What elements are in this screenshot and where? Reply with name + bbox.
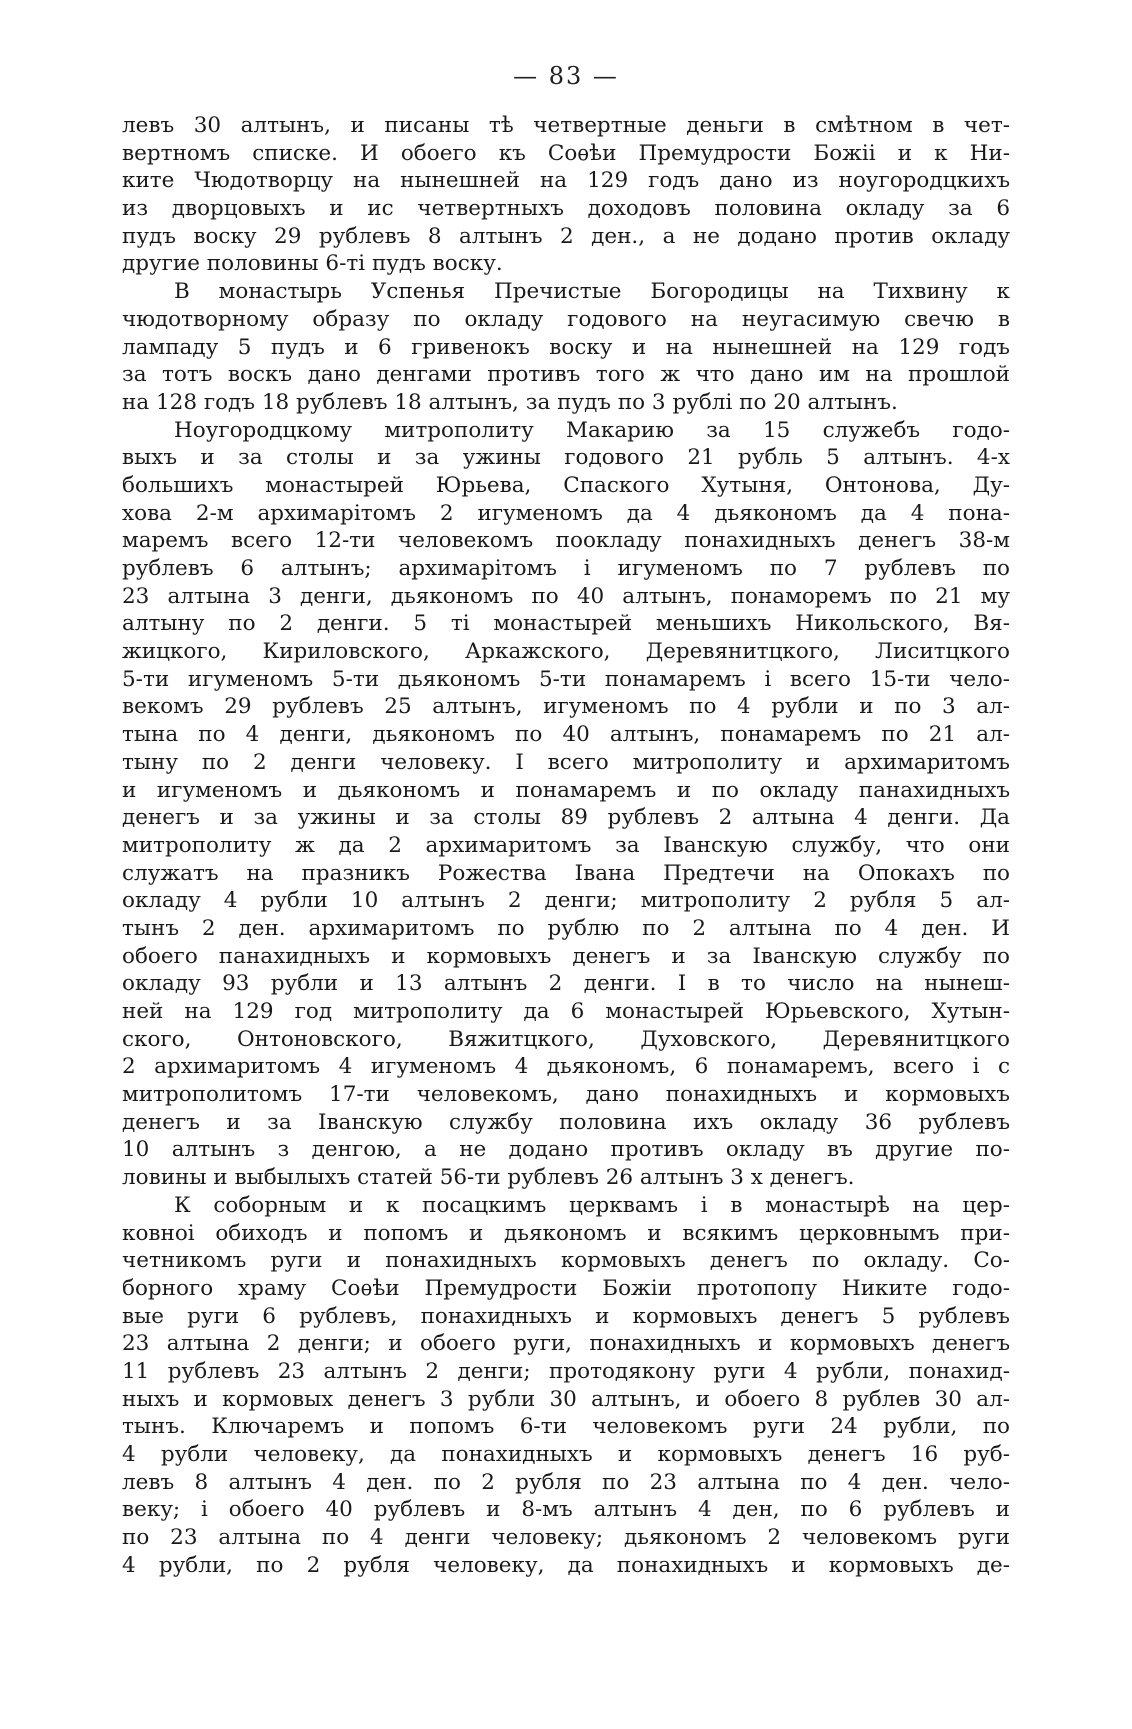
- text-line: ковноі обиходъ и попомъ и дьякономъ и всякимъ церковнымъ при-: [122, 1220, 1010, 1246]
- text-line: по 23 алтына по 4 денги человеку; дьякономъ 2 человекомъ руги: [122, 1525, 1010, 1551]
- text-line: выхъ и за столы и за ужины годового 21 рубль 5 алтынъ. 4-х: [122, 445, 1010, 471]
- text-line: 4 рубли человеку, да понахидныхъ и кормовыхъ денегъ 16 руб-: [122, 1442, 1010, 1467]
- text-line: алтыну по 2 денги. 5 ті монастырей меньшихъ Никольского, Вя-: [122, 611, 1010, 637]
- text-line: веку; і обоего 40 рублевъ и 8-мъ алтынъ 4 ден, по 6 рублевъ и: [122, 1497, 1010, 1523]
- text-line: ского, Онтоновского, Вяжитцкого, Духовского, Деревянитцкого: [122, 1026, 1010, 1052]
- text-line: В монастырь Успенья Пречистые Богородицы на Тихвину к: [174, 279, 1010, 305]
- text-body: [122, 112, 1010, 1579]
- text-line: за тотъ воскъ дано денгами противъ того ж что дано им на прошлой: [122, 362, 1010, 388]
- text-line: большихъ монастырей Юрьева, Спаского Хутыня, Онтонова, Ду-: [122, 472, 1010, 498]
- text-line: другие половины 6-ті пудъ воску.: [122, 251, 503, 277]
- page-number: — 83 —: [513, 62, 619, 90]
- text-line: на 128 годъ 18 рублевъ 18 алтынъ, за пудъ по 3 рублі по 20 алтынъ.: [122, 389, 898, 415]
- text-line: 11 рублевъ 23 алтынъ 2 денги; протодякону руги 4 рубли, понахид-: [122, 1358, 1010, 1384]
- text-line: 10 алтынъ з денгою, а не додано противъ окладу въ другие по-: [122, 1137, 1010, 1163]
- text-line: 4 рубли, по 2 рубля человеку, да понахидныхъ и кормовыхъ де-: [122, 1552, 1010, 1578]
- text-line: Ноугородцкому митрополиту Макарию за 15 служебъ годо-: [174, 417, 1010, 443]
- text-line: чюдотворному образу по окладу годового на неугасимую свечю в: [122, 306, 1010, 332]
- text-line: 2 архимаритомъ 4 игуменомъ 4 дьякономъ, 6 понамаремъ, всего і с: [122, 1054, 1010, 1080]
- text-line: тынъ 2 ден. архимаритомъ по рублю по 2 алтына по 4 ден. И: [122, 915, 1010, 941]
- text-line: обоего панахидныхъ и кормовыхъ денегъ и за Іванскую службу по: [122, 943, 1010, 969]
- text-line: ныхъ и кормовых денегъ 3 рубли 30 алтынъ, и обоего 8 рублев 30 ал-: [122, 1386, 1010, 1412]
- text-line: денегъ и за Іванскую службу половина ихъ окладу 36 рублевъ: [122, 1109, 1010, 1135]
- text-line: митрополиту ж да 2 архимаритомъ за Іванскую службу, что они: [122, 832, 1010, 858]
- text-line: тына по 4 денги, дьякономъ по 40 алтынъ, понамаремъ по 21 ал-: [122, 722, 1010, 748]
- text-line: митрополитомъ 17-ти человекомъ, дано понахидныхъ и кормовыхъ: [122, 1082, 1010, 1108]
- text-line: четникомъ руги и понахидныхъ кормовыхъ денегъ по окладу. Со-: [122, 1248, 1010, 1274]
- text-line: рублевъ 6 алтынъ; архимарітомъ і игуменомъ по 7 рублевъ по: [122, 556, 1010, 581]
- text-line: вые руги 6 рублевъ, понахидныхъ и кормовыхъ денегъ 5 рублевъ: [122, 1303, 1010, 1329]
- text-line: левъ 8 алтынъ 4 ден. по 2 рубля по 23 алтына по 4 ден. чело-: [122, 1469, 1010, 1495]
- text-line: 23 алтына 2 денги; и обоего руги, понахидныхъ и кормовыхъ денегъ: [122, 1331, 1010, 1357]
- text-line: ловины и выбылыхъ статей 56-ти рублевъ 26 алтынъ 3 х денегъ.: [122, 1165, 855, 1191]
- text-line: 23 алтына 3 денги, дьякономъ по 40 алтынъ, понаморемъ по 21 му: [122, 583, 1010, 609]
- text-line: окладу 4 рубли 10 алтынъ 2 денги; митрополиту 2 рубля 5 ал-: [122, 888, 1010, 914]
- text-line: ней на 129 год митрополиту да 6 монастырей Юрьевского, Хутын-: [122, 999, 1010, 1024]
- text-line: из дворцовыхъ и ис четвертныхъ доходовъ половина окладу за 6: [122, 196, 1010, 222]
- text-line: лампаду 5 пудъ и 6 гривенокъ воску и на нынешней на 129 годъ: [122, 334, 1010, 360]
- text-line: борного храму Соѳѣи Премудрости Божіи протопопу Никите годо-: [122, 1275, 1010, 1301]
- text-line: денегъ и за ужины и за столы 89 рублевъ 2 алтына 4 денги. Да: [122, 805, 1010, 831]
- text-line: и игуменомъ и дьякономъ и понамаремъ и по окладу панахидныхъ: [122, 777, 1010, 803]
- text-line: окладу 93 рубли и 13 алтынъ 2 денги. І в то число на нынеш-: [122, 971, 1010, 997]
- text-line: 5-ти игуменомъ 5-ти дьякономъ 5-ти понамаремъ і всего 15-ти чело-: [122, 666, 1010, 692]
- text-line: тынъ. Ключаремъ и попомъ 6-ти человекомъ руги 24 рубли, по: [122, 1414, 1010, 1440]
- text-line: левъ 30 алтынъ, и писаны тѣ четвертные деньги в смѣтном в чет-: [122, 113, 1010, 138]
- text-line: вертномъ списке. И обоего къ Соѳѣи Премудрости Божіі и к Ни-: [122, 140, 1010, 166]
- text-line: жицкого, Кириловского, Аркажского, Деревянитцкого, Лиситцкого: [122, 639, 1010, 665]
- text-line: служатъ на празникъ Рожества Івана Предтечи на Опокахъ по: [122, 860, 1010, 886]
- text-line: векомъ 29 рублевъ 25 алтынъ, игуменомъ по 4 рубли и по 3 ал-: [122, 694, 1010, 720]
- text-line: маремъ всего 12-ти человекомъ поокладу понахидныхъ денегъ 38-м: [122, 528, 1010, 554]
- text-line: К соборным и к посацкимъ церквамъ і в монастырѣ на цер-: [174, 1192, 1010, 1218]
- text-line: пудъ воску 29 рублевъ 8 алтынъ 2 ден., а не додано против окладу: [122, 223, 1010, 249]
- text-line: тыну по 2 денги человеку. І всего митрополиту и архимаритомъ: [122, 749, 1010, 775]
- text-line: ките Чюдотворцу на нынешней на 129 годъ дано из ноугородцкихъ: [122, 168, 1010, 194]
- text-line: хова 2-м архимарітомъ 2 игуменомъ да 4 дьякономъ да 4 пона-: [122, 500, 1010, 526]
